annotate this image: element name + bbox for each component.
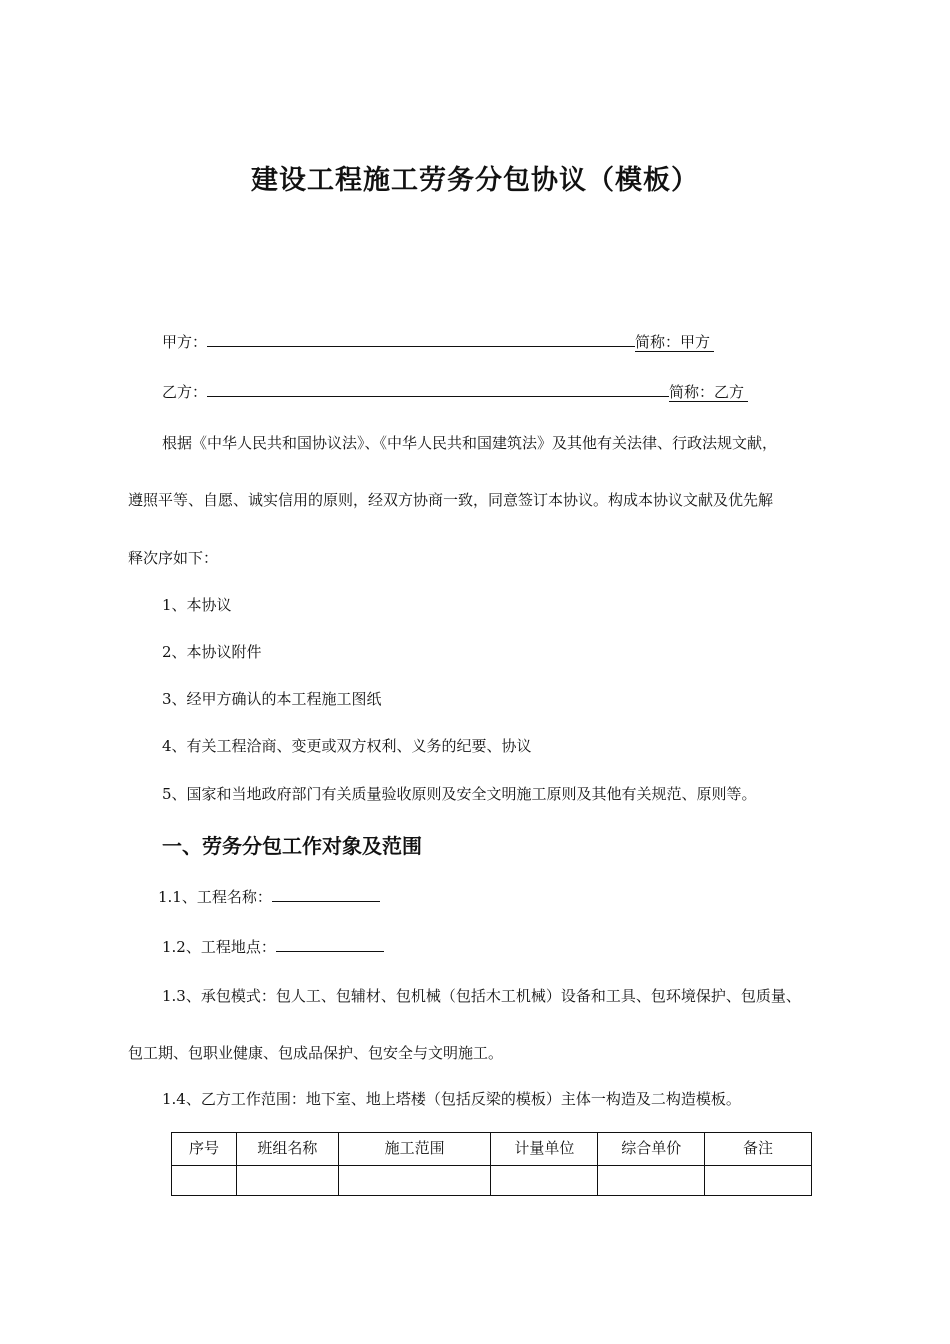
- project-name-blank: [272, 887, 380, 902]
- table-header-cell: 备注: [705, 1133, 812, 1166]
- table-row: [172, 1166, 812, 1196]
- table-cell[interactable]: [598, 1166, 705, 1196]
- item-1-3-line-1: 1.3、承包模式：包人工、包辅材、包机械（包括木工机械）设备和工具、包环境保护、包质量、: [162, 987, 801, 1005]
- document-title: 建设工程施工劳务分包协议（模板）: [251, 165, 699, 196]
- section-1-heading: 一、劳务分包工作对象及范围: [162, 834, 422, 858]
- party-b-label: 乙方：: [162, 383, 208, 401]
- item-1-3-line-2: 包工期、包职业健康、包成品保护、包安全与文明施工。: [128, 1044, 504, 1062]
- item-1-4: 1.4、乙方工作范围：地下室、地上塔楼（包括反梁的模板）主体一构造及二构造模板。: [162, 1090, 741, 1108]
- table-header-row: [172, 1133, 812, 1166]
- party-a-line: [162, 332, 714, 352]
- item-1-1: [158, 887, 380, 907]
- intro-line-1: 根据《中华人民共和国协议法》、《中华人民共和国建筑法》及其他有关法律、行政法规文献，: [162, 434, 778, 452]
- project-location-blank: [276, 937, 384, 952]
- docs-list-item: 4、有关工程洽商、变更或双方权利、义务的纪要、协议: [162, 737, 532, 755]
- party-a-abbr: 简称：甲方: [635, 333, 714, 352]
- table-cell[interactable]: [338, 1166, 491, 1196]
- docs-list-item: 5、国家和当地政府部门有关质量验收原则及安全文明施工原则及其他有关规范、原则等。: [162, 785, 757, 803]
- table-cell[interactable]: [172, 1166, 237, 1196]
- table-cell[interactable]: [705, 1166, 812, 1196]
- item-1-2: [162, 937, 384, 957]
- intro-line-2: 遵照平等、自愿、诚实信用的原则，经双方协商一致，同意签订本协议。构成本协议文献及优先解: [128, 491, 774, 509]
- party-a-blank: [207, 332, 635, 347]
- docs-list-item: 3、经甲方确认的本工程施工图纸: [162, 690, 382, 708]
- docs-list-item: 1、本协议: [162, 596, 232, 614]
- work-scope-table: [171, 1132, 812, 1196]
- intro-line-3: 释次序如下：: [128, 549, 219, 567]
- docs-list-item: 2、本协议附件: [162, 643, 262, 661]
- table-header-cell: 班组名称: [236, 1133, 338, 1166]
- table-header-cell: 计量单位: [491, 1133, 598, 1166]
- party-b-line: [162, 382, 748, 402]
- party-a-label: 甲方：: [162, 333, 208, 351]
- table-header-cell: 序号: [172, 1133, 237, 1166]
- table-header-cell: 施工范围: [338, 1133, 491, 1166]
- table-header-cell: 综合单价: [598, 1133, 705, 1166]
- table-cell[interactable]: [491, 1166, 598, 1196]
- party-b-abbr: 简称：乙方: [669, 383, 748, 402]
- project-name-label: 1.1、工程名称：: [158, 888, 272, 906]
- table-cell[interactable]: [236, 1166, 338, 1196]
- party-b-blank: [207, 382, 669, 397]
- project-location-label: 1.2、工程地点：: [162, 938, 276, 956]
